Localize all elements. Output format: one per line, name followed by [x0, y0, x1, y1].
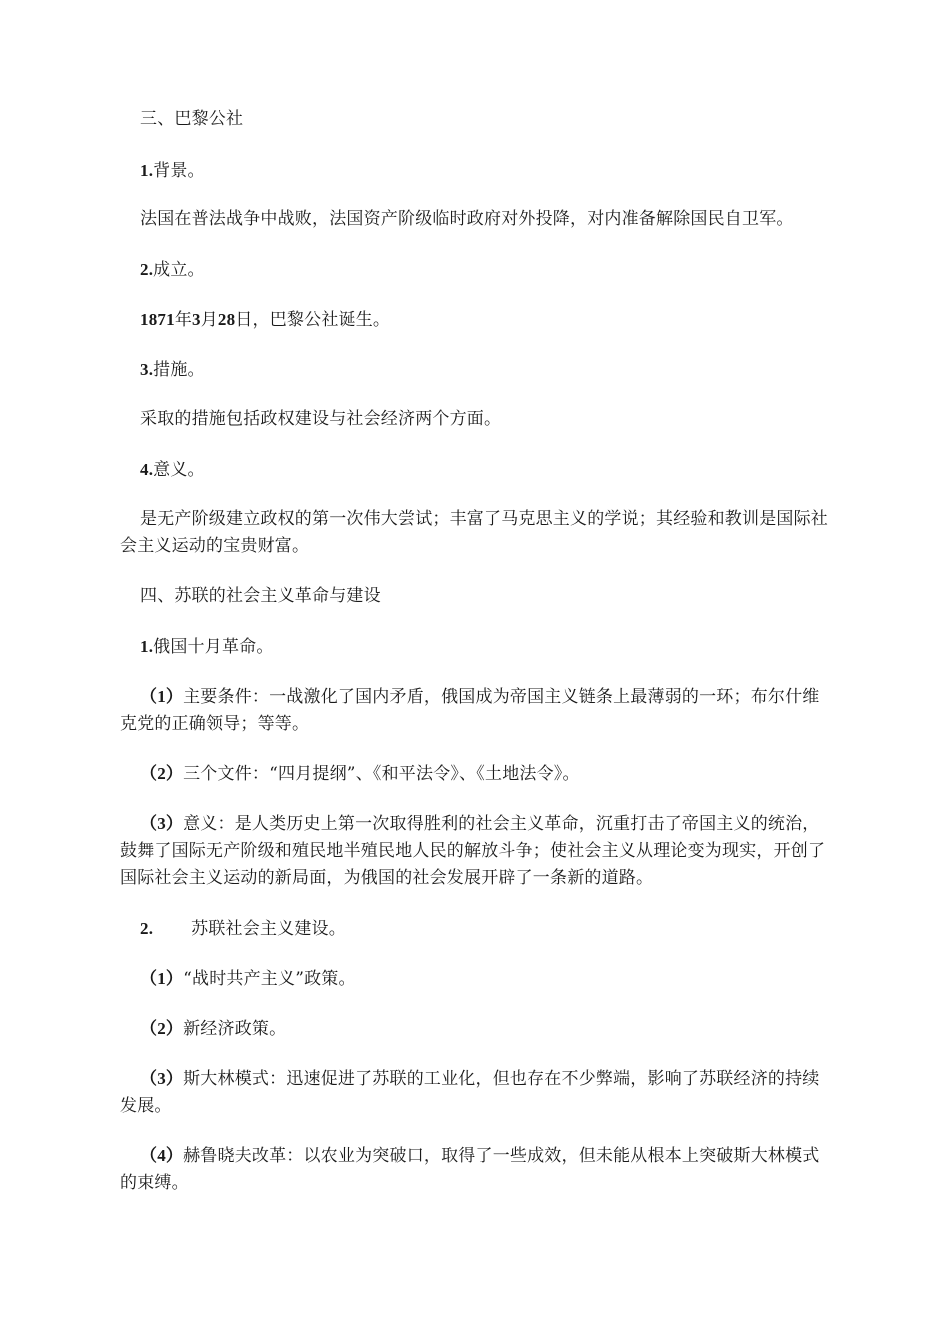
- subitem-number: （2）: [140, 764, 184, 783]
- item-number: 3.: [140, 360, 154, 379]
- subitem-main-conditions: [120, 683, 834, 738]
- text-fragment: 年: [174, 310, 193, 330]
- paragraph-measures: [120, 406, 834, 433]
- subitem-khrushchev-reform: [120, 1142, 834, 1197]
- paragraph-founding: [120, 306, 834, 334]
- item-heading-measures: [120, 356, 834, 384]
- subitem-text: 新经济政策。: [183, 1019, 287, 1039]
- paragraph-text: 是无产阶级建立政权的第一次伟大尝试；丰富了马克思主义的学说；其经验和教训是国际社会主义运动的宝贵财富。: [120, 509, 828, 556]
- item-heading-significance: [120, 456, 834, 484]
- item-number: 2.: [140, 260, 154, 279]
- paragraph-text: 法国在普法战争中战败，法国资产阶级临时政府对外投降，对内准备解除国民自卫军。: [140, 209, 794, 229]
- subitem-number: （3）: [140, 814, 184, 833]
- item-title: 俄国十月革命。: [153, 637, 274, 657]
- paragraph-background: [120, 206, 834, 233]
- item-title: 成立。: [153, 260, 205, 280]
- text-fragment: 日，巴黎公社诞生。: [235, 310, 391, 330]
- subitem-number: （2）: [140, 1019, 184, 1038]
- subitem-text: 三个文件：“四月提纲”、《和平法令》、《土地法令》。: [183, 764, 580, 784]
- section-heading-paris-commune: [120, 106, 834, 133]
- subitem-text: 斯大林模式：迅速促进了苏联的工业化，但也存在不少弊端，影响了苏联经济的持续发展。: [120, 1069, 820, 1116]
- item-title: 苏联社会主义建设。: [191, 919, 346, 939]
- subitem-text: “战时共产主义”政策。: [183, 969, 356, 989]
- subitem-three-documents: [120, 760, 834, 788]
- item-title: 措施。: [153, 360, 205, 380]
- subitem-revolution-significance: [120, 810, 834, 892]
- heading-text: 四、苏联的社会主义革命与建设: [140, 586, 381, 606]
- paragraph-text: 采取的措施包括政权建设与社会经济两个方面。: [140, 409, 502, 429]
- day-value: 28: [217, 310, 236, 329]
- item-heading-founding: [120, 256, 834, 284]
- subitem-number: （1）: [140, 969, 184, 988]
- subitem-number: （4）: [140, 1146, 184, 1165]
- subitem-war-communism: [120, 965, 834, 993]
- item-heading-background: [120, 157, 834, 185]
- text-fragment: 月: [200, 310, 218, 330]
- item-heading-october-revolution: [120, 633, 834, 661]
- year-value: 1871: [140, 310, 175, 329]
- item-title: 背景。: [153, 161, 205, 181]
- section-heading-soviet-union: [120, 583, 834, 610]
- subitem-stalin-model: [120, 1065, 834, 1120]
- subitem-text: 意义：是人类历史上第一次取得胜利的社会主义革命，沉重打击了帝国主义的统治，鼓舞了国际无产阶级和殖民地半殖民地人民的解放斗争；使社会主义从理论变为现实，开创了国际社会主义运动的新局面，为俄国的社会发展开辟了一条新的道路。: [120, 814, 826, 888]
- paragraph-significance: [120, 506, 834, 560]
- subitem-number: （3）: [140, 1069, 184, 1088]
- item-number: 1.: [140, 637, 154, 656]
- subitem-number: （1）: [140, 687, 184, 706]
- subitem-new-economic-policy: [120, 1015, 834, 1043]
- item-number: 1.: [140, 161, 154, 180]
- item-heading-soviet-construction: [120, 915, 834, 943]
- item-title: 意义。: [153, 460, 205, 480]
- item-number: 4.: [140, 460, 154, 479]
- item-number: 2.: [140, 919, 154, 938]
- month-value: 3: [192, 310, 201, 329]
- subitem-text: 主要条件：一战激化了国内矛盾，俄国成为帝国主义链条上最薄弱的一环；布尔什维克党的正确领导；等等。: [120, 687, 820, 734]
- subitem-text: 赫鲁晓夫改革：以农业为突破口，取得了一些成效，但未能从根本上突破斯大林模式的束缚。: [120, 1146, 820, 1193]
- heading-text: 三、巴黎公社: [140, 109, 244, 129]
